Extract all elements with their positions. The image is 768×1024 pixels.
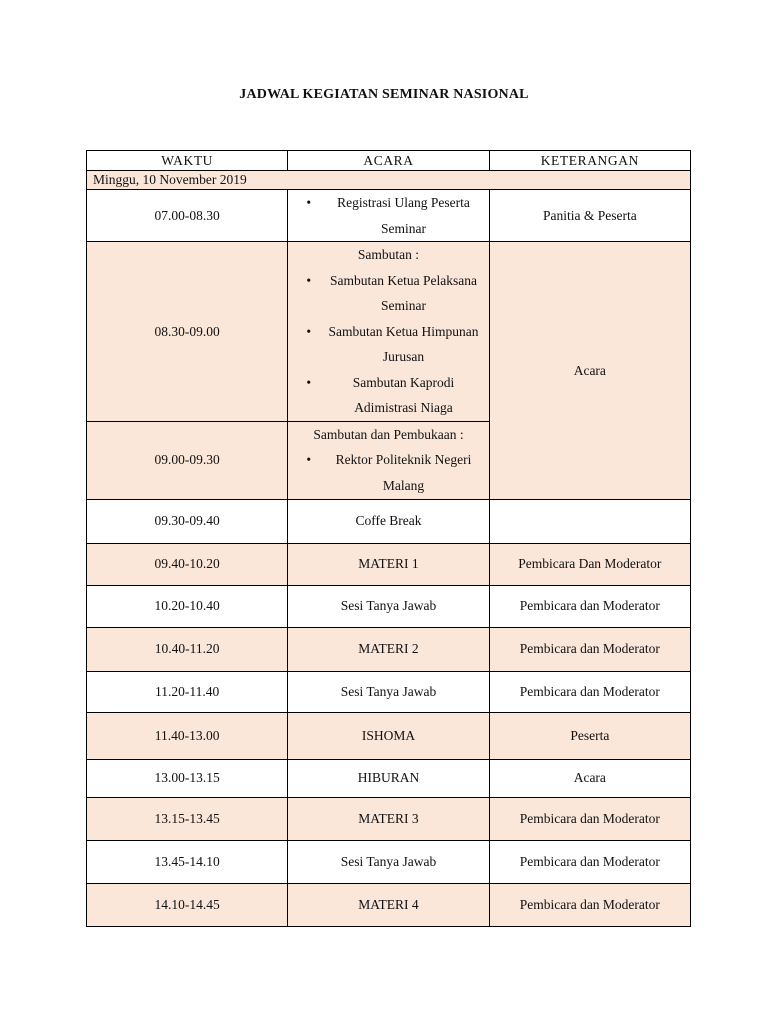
table-header-row — [87, 151, 691, 171]
list-item: • Sambutan Kaprodi Adimistrasi Niaga — [294, 370, 482, 421]
note-cell — [489, 499, 690, 543]
note-cell: Peserta — [489, 712, 690, 759]
table-row — [87, 499, 691, 543]
event-list — [294, 268, 482, 421]
time-cell: 10.20-10.40 — [87, 585, 288, 627]
note-cell: Pembicara dan Moderator — [489, 883, 690, 926]
table-row — [87, 671, 691, 712]
table-row — [87, 759, 691, 797]
note-cell: Pembicara dan Moderator — [489, 797, 690, 840]
table-row — [87, 242, 691, 422]
time-cell: 14.10-14.45 — [87, 883, 288, 926]
event-cell: Sesi Tanya Jawab — [288, 671, 489, 712]
event-subheading: Sambutan : — [357, 247, 420, 262]
event-cell: HIBURAN — [288, 759, 489, 797]
header-keterangan: KETERANGAN — [489, 151, 690, 171]
note-cell: Pembicara dan Moderator — [489, 671, 690, 712]
table-row — [87, 712, 691, 759]
note-cell: Pembicara dan Moderator — [489, 585, 690, 627]
time-cell: 13.45-14.10 — [87, 840, 288, 883]
event-cell: Sesi Tanya Jawab — [288, 840, 489, 883]
header-waktu: WAKTU — [87, 151, 288, 171]
event-cell: MATERI 1 — [288, 543, 489, 585]
event-cell: MATERI 3 — [288, 797, 489, 840]
event-cell — [288, 421, 489, 499]
table-row — [87, 840, 691, 883]
table-row — [87, 543, 691, 585]
list-item: • Registrasi Ulang Peserta Seminar — [294, 190, 482, 241]
note-cell: Pembicara dan Moderator — [489, 627, 690, 671]
time-cell: 11.20-11.40 — [87, 671, 288, 712]
event-list — [294, 190, 482, 241]
time-cell: 08.30-09.00 — [87, 242, 288, 422]
table-row — [87, 627, 691, 671]
schedule-table — [86, 150, 691, 927]
table-row — [87, 883, 691, 926]
time-cell: 09.00-09.30 — [87, 421, 288, 499]
note-cell: Acara — [489, 242, 690, 500]
header-acara: ACARA — [288, 151, 489, 171]
time-cell: 09.30-09.40 — [87, 499, 288, 543]
event-cell: MATERI 4 — [288, 883, 489, 926]
note-cell: Acara — [489, 759, 690, 797]
time-cell: 07.00-08.30 — [87, 190, 288, 242]
time-cell: 09.40-10.20 — [87, 543, 288, 585]
time-cell: 13.15-13.45 — [87, 797, 288, 840]
event-cell: MATERI 2 — [288, 627, 489, 671]
table-row — [87, 585, 691, 627]
event-list — [294, 447, 482, 498]
event-cell: Sesi Tanya Jawab — [288, 585, 489, 627]
event-subheading: Sambutan dan Pembukaan : — [313, 426, 464, 442]
note-cell: Pembicara Dan Moderator — [489, 543, 690, 585]
event-cell: Coffe Break — [288, 499, 489, 543]
document-title: JADWAL KEGIATAN SEMINAR NASIONAL — [239, 87, 529, 102]
event-cell — [288, 242, 489, 422]
table-row — [87, 797, 691, 840]
list-item: • Sambutan Ketua Pelaksana Seminar — [294, 268, 482, 319]
time-cell: 13.00-13.15 — [87, 759, 288, 797]
time-cell: 10.40-11.20 — [87, 627, 288, 671]
note-cell: Pembicara dan Moderator — [489, 840, 690, 883]
day-row — [87, 171, 691, 190]
day-label: Minggu, 10 November 2019 — [87, 171, 691, 190]
time-cell: 11.40-13.00 — [87, 712, 288, 759]
table-row — [87, 190, 691, 242]
list-item: • Sambutan Ketua Himpunan Jurusan — [294, 319, 482, 370]
note-cell: Panitia & Peserta — [489, 190, 690, 242]
list-item: • Rektor Politeknik Negeri Malang — [294, 447, 482, 498]
event-cell — [288, 190, 489, 242]
event-cell: ISHOMA — [288, 712, 489, 759]
